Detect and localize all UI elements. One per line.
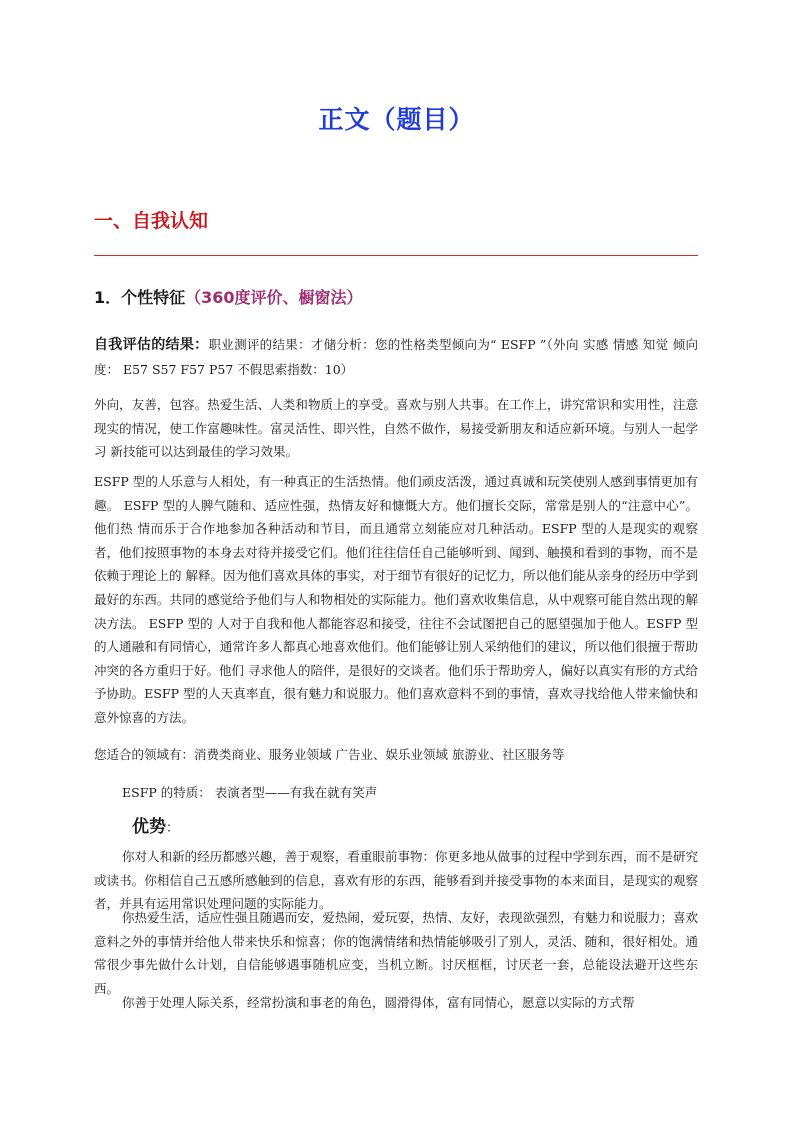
subsection-number: 1．	[94, 288, 122, 307]
advantage-paragraph-3: 你善于处理人际关系，经常扮演和事老的角色，圆滑得体，富有同情心，愿意以实际的方式帮	[122, 995, 635, 1010]
advantage-colon: ：	[166, 821, 180, 836]
advantage-paragraph-2: 你热爱生活，适应性强且随遇而安，爱热闹，爱玩耍，热情、友好，表现欲强烈，有魅力和说服力；喜欢意料之外的事情并给他人带来快乐和惊喜；你的饱满情绪和热情能够吸引了别人，灵活、随和，很好相处。通常很少事先做什么计划，自信能够遇事随机应变，当机立断。讨厌框框，讨厌老一套，总能设法避开这些东西。	[94, 910, 698, 996]
section-heading-self-awareness: 一、自我认知	[94, 210, 209, 232]
paragraph-summary: 外向，友善，包容。热爱生活、人类和物质上的享受。喜欢与别人共事。在工作上，讲究常识和实用性，注意现实的情况，使工作富趣味性。富灵活性、即兴性，自然不做作，易接受新朋友和适应新环境。与别人一起学习 新技能可以达到最佳的学习效果。	[94, 397, 698, 460]
self-eval-paragraph	[94, 333, 698, 381]
advantage-paragraph-1: 你对人和新的经历都感兴趣，善于观察，看重眼前事物：你更多地从做事的过程中学到东西，而不是研究或读书。你相信自己五感所感触到的信息，喜欢有形的东西，能够看到并接受事物的本来面目，是现实的观察者，并具有运用常识处理问题的实际能力。	[94, 849, 698, 912]
advantage-heading	[132, 812, 179, 837]
advantage-label: 优势	[132, 817, 166, 837]
document-title: 正文（题目）	[318, 105, 475, 134]
self-eval-text: 职业测评的结果：才储分析：您的性格类型倾向为“ ESFP ”（外向 实感 情感 知觉 倾向度： E57 S57 F57 P57 不假思索指数：10）	[94, 337, 698, 377]
self-eval-label: 自我评估的结果：	[94, 337, 209, 353]
subsection-note: （360度评价、橱窗法）	[185, 288, 363, 307]
paragraph-suitable-fields: 您适合的领域有：消费类商业、服务业领域 广告业、娱乐业领域 旅游业、社区服务等	[94, 747, 565, 762]
subsection-heading-personality	[94, 285, 363, 308]
paragraph-description: ESFP 型的人乐意与人相处，有一种真正的生活热情。他们顽皮活泼，通过真诚和玩笑使别人感到事情更加有趣。 ESFP 型的人脾气随和、适应性强，热情友好和慷慨大方。他们擅长交际，常常是别人的“注意中心”。他们热 情而乐于合作地参加各种活动和节目，而且通常立刻能应对几种活动。ESFP 型的人是现实的观察者，他们按照事物的本身去对待并接受它们。他们往往信任自己能够听到、闻到、触摸和看到的事物，而不是依赖于理论上的 解释。因为他们喜欢具体的事实，对于细节有很好的记忆力，所以他们能从亲身的经历中学到最好的东西。共同的感觉给予他们与人和物相处的实际能力。他们喜欢收集信息，从中观察可能自然出现的解决方法。 ESFP 型的 人对于自我和他人都能容忍和接受，往往不会试图把自己的愿望强加于他人。ESFP 型的人通融和有同情心，通常许多人都真心地喜欢他们。他们能够让别人采纳他们的建议，所以他们很擅于帮助冲突的各方重归于好。他们 寻求他人的陪伴，是很好的交谈者。他们乐于帮助旁人，偏好以真实有形的方式给予协助。ESFP 型的人天真率直，很有魅力和说服力。他们喜欢意料不到的事情，喜欢寻找给他人带来愉快和意外惊喜的方法。	[94, 474, 698, 725]
esfp-feature-line: ESFP 的特质： 表演者型——有我在就有笑声	[122, 785, 378, 800]
subsection-label: 个性特征	[121, 288, 186, 307]
section-divider	[94, 255, 698, 256]
